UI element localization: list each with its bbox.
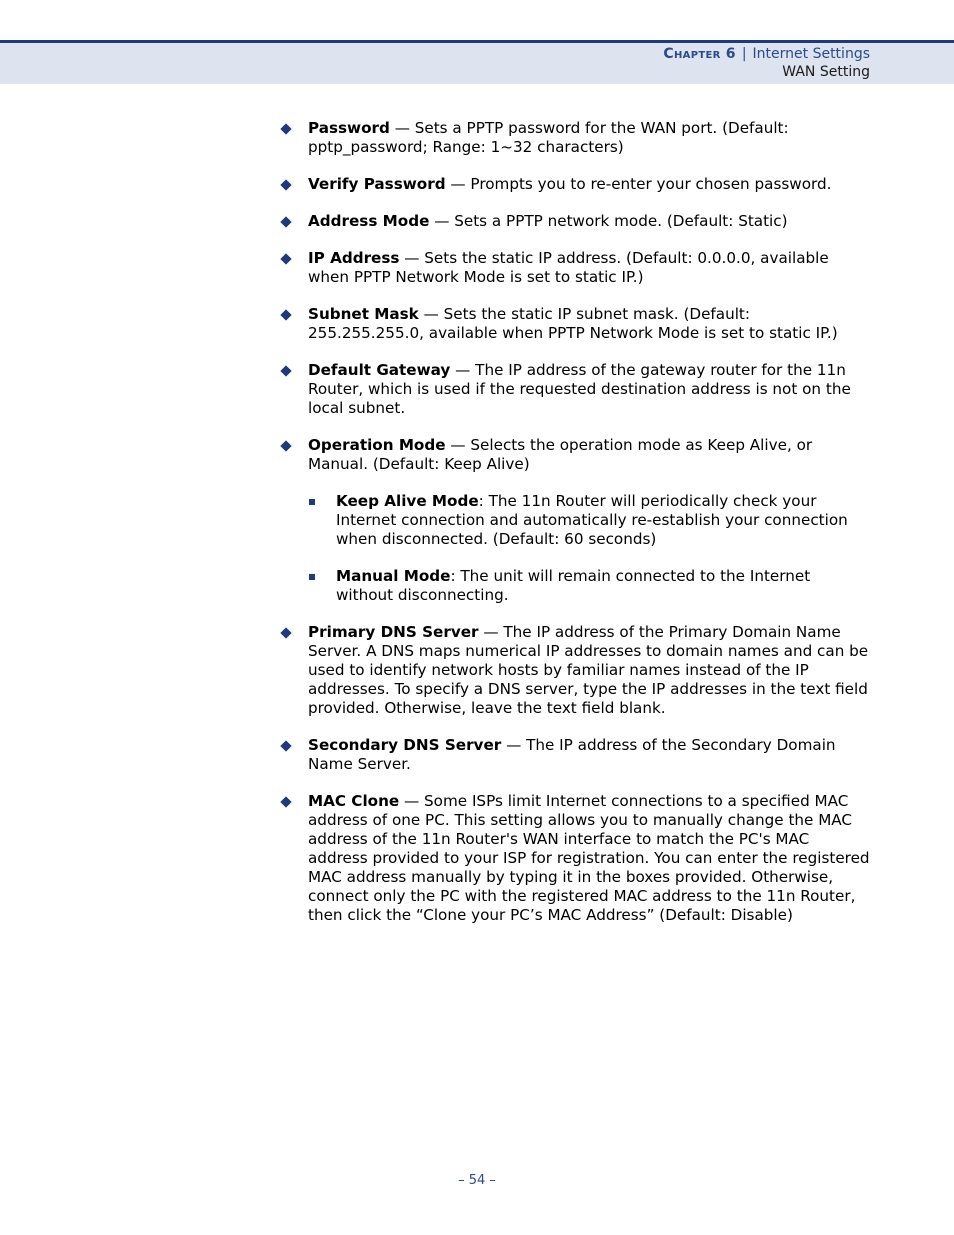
item-term: Primary DNS Server: [308, 623, 479, 641]
item-term: Password: [308, 119, 390, 137]
sub-list-item: [308, 492, 870, 549]
diamond-bullet-icon: [280, 740, 291, 751]
item-term: IP Address: [308, 249, 400, 267]
list-item: [280, 249, 870, 287]
definition-list: [280, 119, 870, 943]
diamond-bullet-icon: [280, 627, 291, 638]
item-term: Secondary DNS Server: [308, 736, 502, 754]
chapter-label: Chapter 6: [663, 46, 736, 62]
item-text: — Sets a PPTP network mode. (Default: Static): [429, 212, 788, 230]
item-term: Default Gateway: [308, 361, 451, 379]
item-text: — The IP address of the Secondary Domain Name Server.: [308, 736, 836, 773]
subitem-text: : The 11n Router will periodically check your Internet connection and automatically re-establish your connection when disconnected. (Default: 60 seconds): [336, 492, 848, 548]
item-text: — Prompts you to re-enter your chosen password.: [445, 175, 832, 193]
list-item: [280, 361, 870, 418]
item-text: — Sets the static IP subnet mask. (Default: 255.255.255.0, available when PPTP Network Mode is set to static IP.): [308, 305, 838, 342]
item-term: Verify Password: [308, 175, 446, 193]
header-separator: |: [741, 46, 747, 62]
item-text: — Some ISPs limit Internet connections to a specified MAC address of one PC. This setting allows you to manually change the MAC address of the 11n Router's WAN interface to match the PC's MAC address provided to your ISP for registration. You can enter the registered MAC address manually by typing it in the boxes provided. Otherwise, connect only the PC with the registered MAC address to the 11n Router, then click the “Clone your PC’s MAC Address” (Default: Disable): [308, 792, 870, 924]
chapter-line: [663, 45, 870, 63]
subitem-term: Keep Alive Mode: [336, 492, 479, 510]
item-term: MAC Clone: [308, 792, 400, 810]
diamond-bullet-icon: [280, 123, 291, 134]
page-number: – 54 –: [458, 1173, 496, 1188]
diamond-bullet-icon: [280, 365, 291, 376]
item-text: — The IP address of the Primary Domain Name Server. A DNS maps numerical IP addresses to domain names and can be used to identify network hosts by familiar names instead of the IP addresses. To specify a DNS server, type the IP addresses in the text field provided. Otherwise, leave the text field blank.: [308, 623, 869, 717]
subitem-text: : The unit will remain connected to the Internet without disconnecting.: [336, 567, 811, 604]
list-item: [280, 436, 870, 605]
square-bullet-icon: [309, 499, 315, 505]
diamond-bullet-icon: [280, 216, 291, 227]
list-item: [280, 736, 870, 774]
operation-mode-sublist: [308, 492, 870, 605]
square-bullet-icon: [309, 574, 315, 580]
item-text: — The IP address of the gateway router for the 11n Router, which is used if the requested destination address is not on the local subnet.: [308, 361, 851, 417]
diamond-bullet-icon: [280, 253, 291, 264]
list-item: [280, 119, 870, 157]
list-item: [280, 212, 870, 231]
item-text: — Sets the static IP address. (Default: 0.0.0.0, available when PPTP Network Mode is set to static IP.): [308, 249, 829, 286]
diamond-bullet-icon: [280, 440, 291, 451]
sub-list-item: [308, 567, 870, 605]
list-item: [280, 305, 870, 343]
item-term: Subnet Mask: [308, 305, 419, 323]
list-item: [280, 623, 870, 718]
item-term: Address Mode: [308, 212, 430, 230]
diamond-bullet-icon: [280, 309, 291, 320]
list-item: [280, 792, 870, 925]
list-item: [280, 175, 870, 194]
subitem-term: Manual Mode: [336, 567, 451, 585]
diamond-bullet-icon: [280, 796, 291, 807]
subsection-title: WAN Setting: [782, 64, 870, 80]
item-text: — Selects the operation mode as Keep Alive, or Manual. (Default: Keep Alive): [308, 436, 813, 473]
section-title: Internet Settings: [752, 46, 870, 62]
item-text: — Sets a PPTP password for the WAN port. (Default: pptp_password; Range: 1~32 characters): [308, 119, 789, 156]
running-header: [663, 45, 870, 81]
item-term: Operation Mode: [308, 436, 446, 454]
diamond-bullet-icon: [280, 179, 291, 190]
